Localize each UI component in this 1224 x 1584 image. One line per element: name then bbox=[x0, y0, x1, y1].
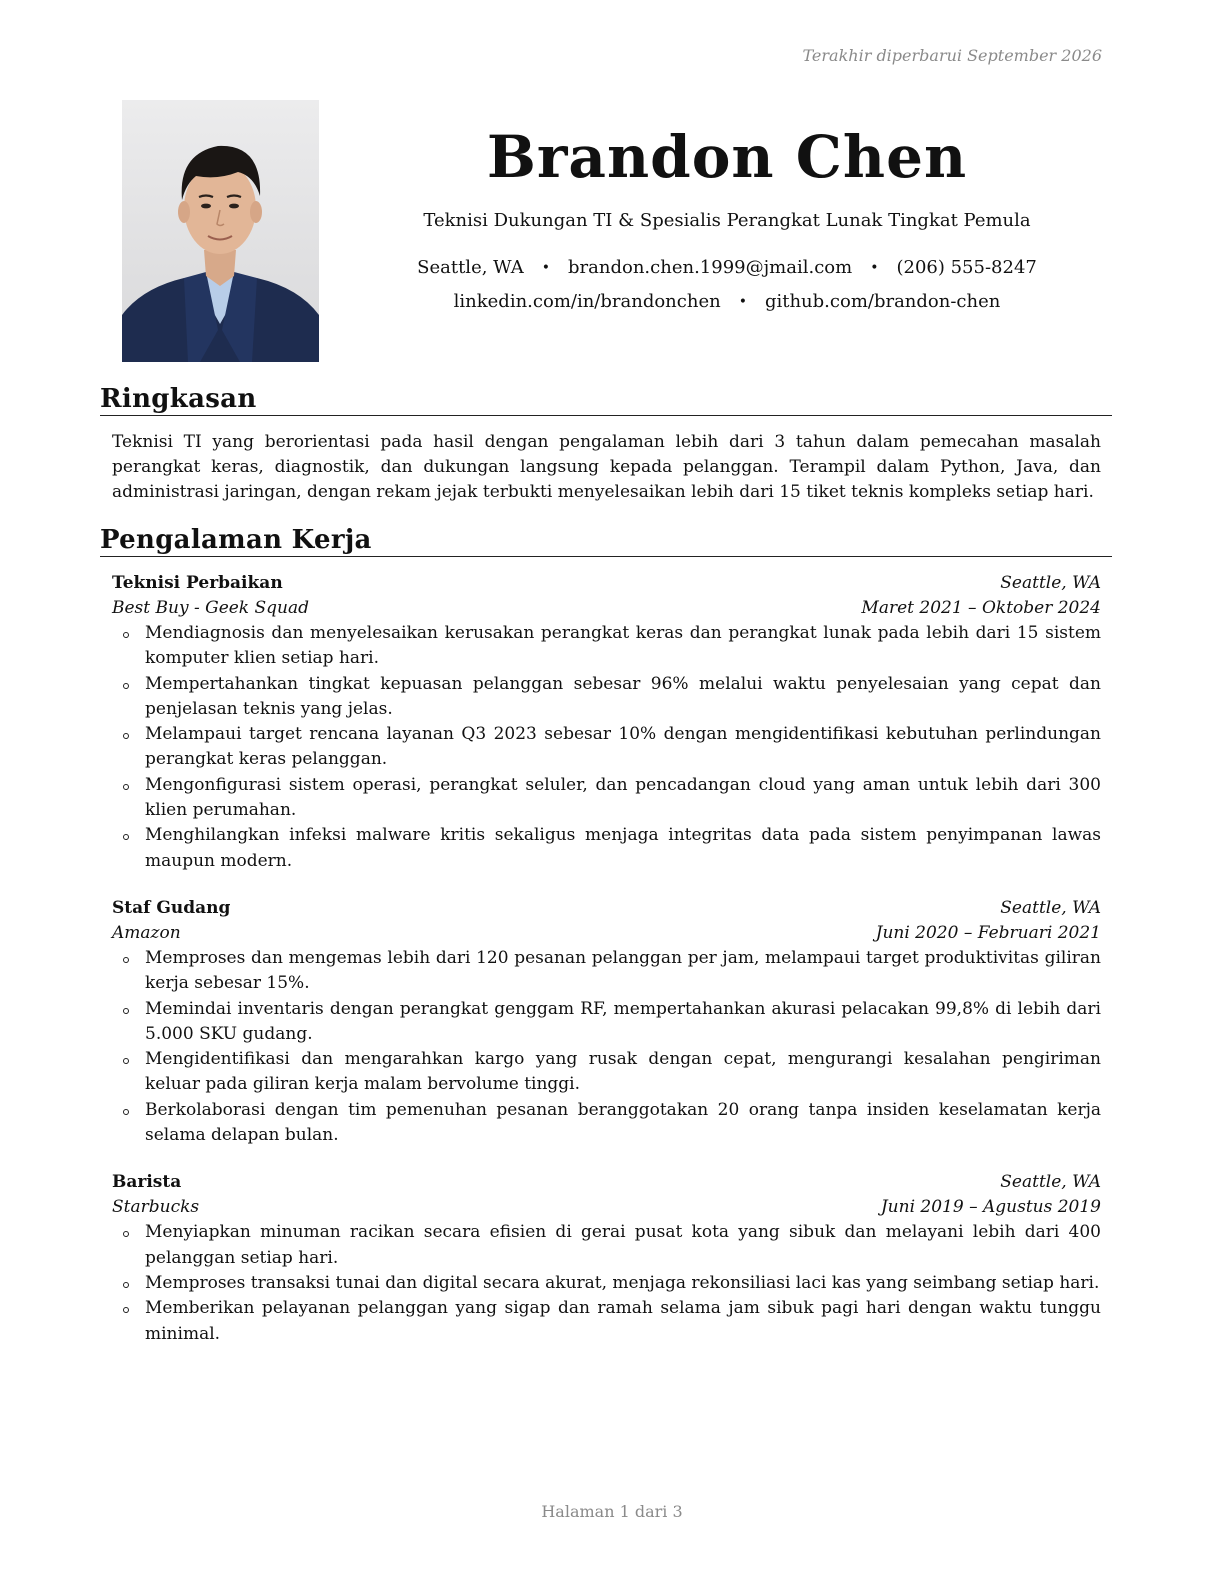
bullet-item: Memberikan pelayanan pelanggan yang sigap dan ramah selama jam sibuk pagi hari dengan waktu tunggu minimal. bbox=[145, 1296, 1101, 1347]
separator-dot: • bbox=[738, 294, 747, 310]
bullet-item: Berkolaborasi dengan tim pemenuhan pesanan beranggotakan 20 orang tanpa insiden keselamatan kerja selama delapan bulan. bbox=[145, 1098, 1101, 1149]
contact-line-1 bbox=[330, 251, 1124, 285]
bullet-item: Memproses transaksi tunai dan digital secara akurat, menjaga rekonsiliasi laci kas yang seimbang setiap hari. bbox=[145, 1271, 1101, 1296]
job-bullets bbox=[112, 1220, 1101, 1346]
job-role: Teknisi Perbaikan bbox=[112, 573, 283, 593]
summary-heading: Ringkasan bbox=[100, 384, 1112, 416]
candidate-name: Brandon Chen bbox=[486, 123, 968, 191]
contact-github[interactable]: github.com/brandon-chen bbox=[764, 291, 1001, 312]
job-header bbox=[112, 896, 1101, 921]
job-company: Best Buy - Geek Squad bbox=[112, 598, 310, 618]
bullet-item: Mengidentifikasi dan mengarahkan kargo yang rusak dengan cepat, mengurangi kesalahan pengiriman keluar pada giliran kerja malam bervolume tinggi. bbox=[145, 1047, 1101, 1098]
job-role: Staf Gudang bbox=[112, 897, 231, 918]
job-location: Seattle, WA bbox=[1000, 573, 1101, 593]
candidate-headline: Teknisi Dukungan TI & Spesialis Perangkat Lunak Tingkat Pemula bbox=[423, 210, 1031, 231]
job-company: Amazon bbox=[112, 922, 181, 943]
job-entry bbox=[112, 571, 1101, 874]
job-subheader bbox=[112, 921, 1101, 946]
job-role: Barista bbox=[112, 1172, 182, 1193]
job-header bbox=[112, 571, 1101, 596]
summary-text: Teknisi TI yang berorientasi pada hasil dengan pengalaman lebih dari 3 tahun dalam pemecahan masalah perangkat keras, diagnostik, dan dukungan langsung kepada pelanggan. Terampil dalam Python, Java, dan administrasi jaringan, dengan rekam jejak terbukti menyelesaikan lebih dari 15 tiket teknis kompleks setiap hari. bbox=[112, 432, 1101, 502]
job-subheader bbox=[112, 1195, 1101, 1220]
contact-linkedin[interactable]: linkedin.com/in/brandonchen bbox=[453, 291, 721, 312]
job-bullets bbox=[112, 621, 1101, 874]
last-updated-note: Terakhir diperbarui September 2026 bbox=[802, 46, 1102, 65]
bullet-item: Menyiapkan minuman racikan secara efisien di gerai pusat kota yang sibuk dan melayani lebih dari 400 pelanggan setiap hari. bbox=[145, 1220, 1101, 1271]
bullet-item: Memproses dan mengemas lebih dari 120 pesanan pelanggan per jam, melampaui target produktivitas giliran kerja sebesar 15%. bbox=[145, 946, 1101, 997]
separator-dot: • bbox=[541, 260, 551, 276]
experience-heading: Pengalaman Kerja bbox=[100, 525, 1112, 557]
resume-body bbox=[100, 384, 1112, 1347]
resume-header bbox=[330, 118, 1124, 319]
job-entry bbox=[112, 896, 1101, 1148]
bullet-item: Mendiagnosis dan menyelesaikan kerusakan perangkat keras dan perangkat lunak pada lebih dari 15 sistem komputer klien setiap hari. bbox=[145, 621, 1101, 672]
job-entry bbox=[112, 1170, 1101, 1346]
contact-line-2 bbox=[330, 285, 1124, 319]
job-subheader bbox=[112, 596, 1101, 621]
job-company: Starbucks bbox=[112, 1197, 200, 1218]
bullet-item: Melampaui target rencana layanan Q3 2023 sebesar 10% dengan mengidentifikasi kebutuhan perlindungan perangkat keras pelanggan. bbox=[145, 722, 1101, 773]
bullet-item: Mengonfigurasi sistem operasi, perangkat seluler, dan pencadangan cloud yang aman untuk lebih dari 300 klien perumahan. bbox=[145, 773, 1101, 824]
job-dates: Juni 2020 – Februari 2021 bbox=[875, 922, 1101, 943]
bullet-item: Memindai inventaris dengan perangkat genggam RF, mempertahankan akurasi pelacakan 99,8% di lebih dari 5.000 SKU gudang. bbox=[145, 997, 1101, 1048]
bullet-item: Menghilangkan infeksi malware kritis sekaligus menjaga integritas data pada sistem penyimpanan lawas maupun modern. bbox=[145, 823, 1101, 874]
profile-photo bbox=[122, 100, 319, 362]
job-header bbox=[112, 1170, 1101, 1195]
separator-dot: • bbox=[870, 260, 879, 276]
job-dates: Maret 2021 – Oktober 2024 bbox=[861, 598, 1101, 618]
page-number: Halaman 1 dari 3 bbox=[541, 1502, 683, 1521]
contact-phone[interactable]: (206) 555-8247 bbox=[896, 257, 1037, 278]
job-location: Seattle, WA bbox=[1000, 1172, 1101, 1193]
contact-email[interactable]: brandon.chen.1999@jmail.com bbox=[568, 257, 853, 278]
job-bullets bbox=[112, 946, 1101, 1148]
bullet-item: Mempertahankan tingkat kepuasan pelanggan sebesar 96% melalui waktu penyelesaian yang cepat dan penjelasan teknis yang jelas. bbox=[145, 672, 1101, 723]
job-dates: Juni 2019 – Agustus 2019 bbox=[880, 1197, 1101, 1218]
job-location: Seattle, WA bbox=[1000, 897, 1101, 918]
contact-info bbox=[330, 251, 1124, 319]
contact-location: Seattle, WA bbox=[417, 257, 524, 278]
